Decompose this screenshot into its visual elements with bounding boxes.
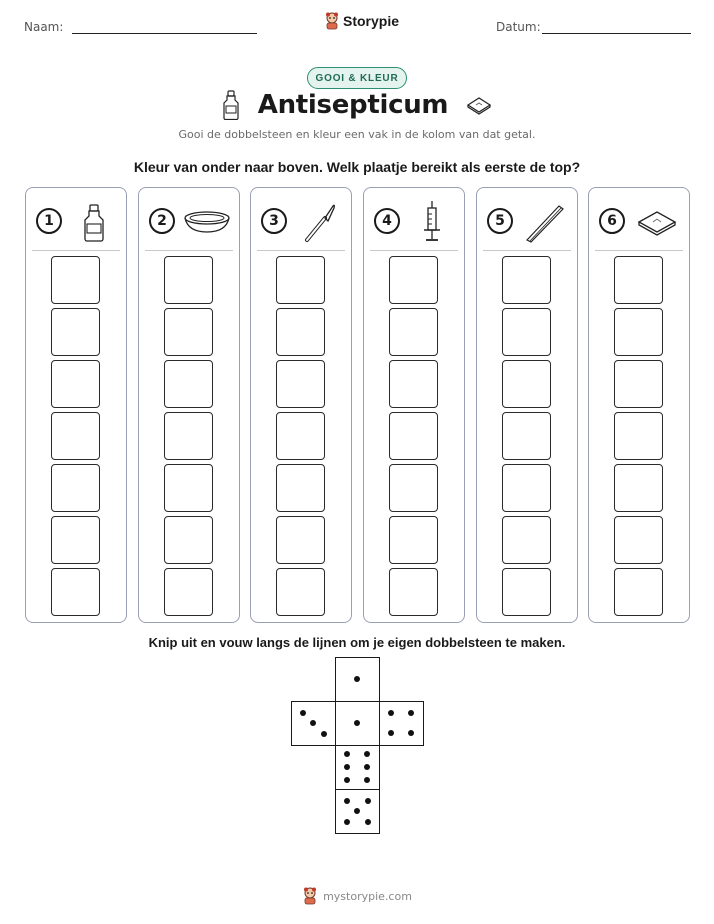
antiseptic-bottle-icon (68, 200, 120, 244)
color-cell[interactable] (502, 256, 551, 304)
color-cell[interactable] (389, 568, 438, 616)
tweezers-icon (519, 200, 571, 244)
die-pip (354, 720, 360, 726)
column-number: 5 (487, 208, 513, 234)
column-2 (138, 187, 240, 623)
color-cell[interactable] (502, 412, 551, 460)
column-5 (476, 187, 578, 623)
column-header (364, 196, 464, 248)
column-header (589, 196, 689, 248)
color-cell[interactable] (276, 360, 325, 408)
date-line[interactable] (542, 33, 691, 34)
column-number: 6 (599, 208, 625, 234)
die-pip (344, 798, 350, 804)
column-number: 3 (261, 208, 287, 234)
activity-badge: GOOI & KLEUR (307, 67, 407, 89)
color-cell[interactable] (389, 516, 438, 564)
footer-url[interactable]: mystorypie.com (323, 889, 412, 903)
die-pip (354, 808, 360, 814)
gauze-pad-icon (466, 95, 492, 115)
date-label: Datum: (496, 20, 541, 34)
column-divider (145, 250, 233, 251)
color-cell[interactable] (164, 256, 213, 304)
color-cell[interactable] (389, 360, 438, 408)
color-cell[interactable] (164, 412, 213, 460)
color-cell[interactable] (164, 568, 213, 616)
color-cell[interactable] (502, 568, 551, 616)
die-face-1 (335, 657, 380, 702)
column-1 (25, 187, 127, 623)
color-cell[interactable] (276, 568, 325, 616)
antiseptic-bottle-icon (222, 90, 240, 120)
column-number: 2 (149, 208, 175, 234)
storypie-mascot-icon (324, 12, 340, 30)
die-pip (300, 710, 306, 716)
die-pip (388, 730, 394, 736)
die-pip (364, 777, 370, 783)
bowl-icon (181, 200, 233, 244)
color-cell[interactable] (614, 412, 663, 460)
color-cell[interactable] (614, 516, 663, 564)
color-cell[interactable] (164, 308, 213, 356)
column-divider (483, 250, 571, 251)
color-cell[interactable] (614, 256, 663, 304)
die-pip (365, 798, 371, 804)
column-number: 1 (36, 208, 62, 234)
column-4 (363, 187, 465, 623)
color-cell[interactable] (276, 464, 325, 512)
color-cell[interactable] (276, 412, 325, 460)
column-divider (370, 250, 458, 251)
column-header (477, 196, 577, 248)
die-face-4 (379, 701, 424, 746)
color-cell[interactable] (51, 464, 100, 512)
column-header (26, 196, 126, 248)
column-divider (257, 250, 345, 251)
die-face-6 (335, 745, 380, 790)
color-cell[interactable] (51, 412, 100, 460)
color-cell[interactable] (389, 464, 438, 512)
color-cell[interactable] (51, 516, 100, 564)
brand-logo (324, 12, 399, 30)
name-line[interactable] (72, 33, 257, 34)
brand-name: Storypie (343, 13, 400, 29)
color-cell[interactable] (51, 360, 100, 408)
column-number: 4 (374, 208, 400, 234)
cut-instruction: Knip uit en vouw langs de lijnen om je eigen dobbelsteen te maken. (148, 635, 566, 650)
color-cell[interactable] (389, 412, 438, 460)
footer (0, 887, 714, 905)
subtitle: Gooi de dobbelsteen en kleur een vak in de kolom van dat getal. (178, 128, 536, 141)
die-face-5 (335, 789, 380, 834)
color-cell[interactable] (51, 568, 100, 616)
color-cell[interactable] (614, 360, 663, 408)
column-header (139, 196, 239, 248)
instruction-text: Kleur van onder naar boven. Welk plaatje bereikt als eerste de top? (133, 159, 581, 175)
color-cell[interactable] (502, 516, 551, 564)
title-row (0, 90, 714, 120)
color-cell[interactable] (276, 308, 325, 356)
column-divider (32, 250, 120, 251)
die-pip (364, 751, 370, 757)
die-pip (344, 764, 350, 770)
die-face-3 (291, 701, 336, 746)
column-6 (588, 187, 690, 623)
die-face-1 (335, 701, 380, 746)
color-cell[interactable] (389, 308, 438, 356)
color-cell[interactable] (389, 256, 438, 304)
color-cell[interactable] (164, 360, 213, 408)
die-pip (310, 720, 316, 726)
column-3 (250, 187, 352, 623)
column-header (251, 196, 351, 248)
color-cell[interactable] (276, 256, 325, 304)
name-label: Naam: (24, 20, 64, 34)
color-cell[interactable] (51, 308, 100, 356)
color-cell[interactable] (164, 464, 213, 512)
die-pip (365, 819, 371, 825)
color-cell[interactable] (502, 360, 551, 408)
die-pip (388, 710, 394, 716)
syringe-icon (406, 200, 458, 244)
color-cell[interactable] (614, 308, 663, 356)
die-pip (364, 764, 370, 770)
column-divider (595, 250, 683, 251)
color-cell[interactable] (276, 516, 325, 564)
page-title: Antisepticum (257, 90, 449, 120)
color-cell[interactable] (614, 464, 663, 512)
die-pip (408, 710, 414, 716)
die-pip (354, 676, 360, 682)
color-cell[interactable] (502, 308, 551, 356)
color-cell[interactable] (502, 464, 551, 512)
color-cell[interactable] (164, 516, 213, 564)
scalpel-icon (293, 200, 345, 244)
storypie-mascot-icon (302, 887, 318, 905)
die-pip (344, 751, 350, 757)
color-cell[interactable] (614, 568, 663, 616)
die-pip (321, 731, 327, 737)
gauze-pad-icon (631, 200, 683, 244)
die-pip (408, 730, 414, 736)
die-pip (344, 777, 350, 783)
die-pip (344, 819, 350, 825)
color-cell[interactable] (51, 256, 100, 304)
